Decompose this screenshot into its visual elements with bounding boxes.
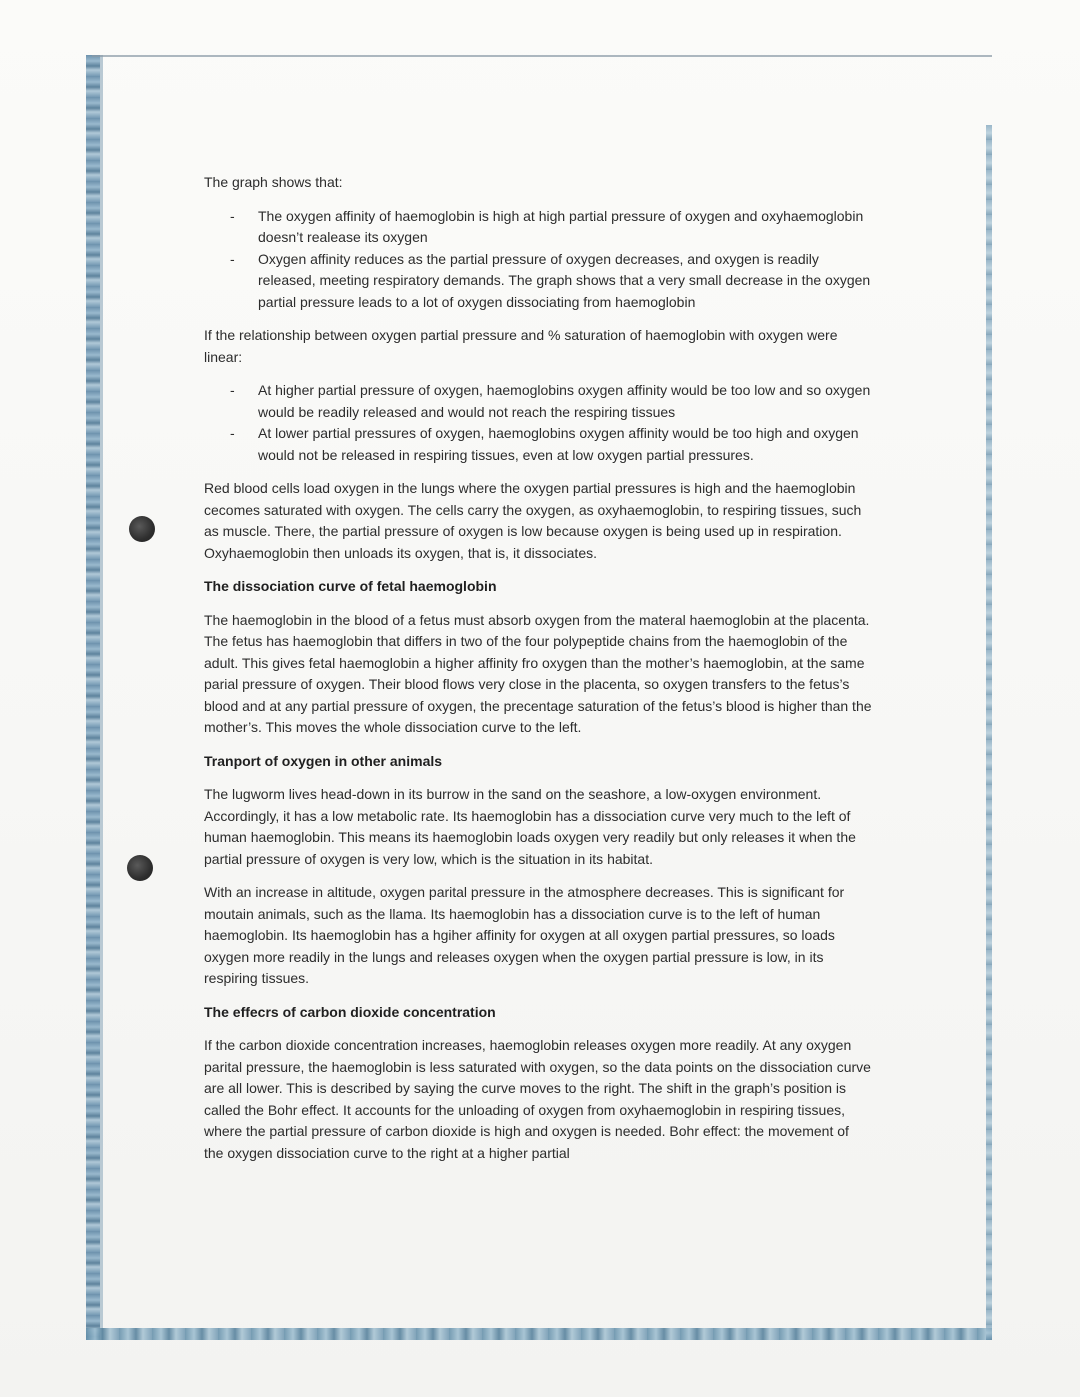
fetal-haemoglobin-paragraph: The haemoglobin in the blood of a fetus must absorb oxygen from the materal haemoglobin at the placenta. The fetus has haemoglobin that differs in two of the four polypeptide chains from the haemoglobin of the adult. This gives fetal haemoglobin a higher affinity fro oxygen than the mother’s haemoglobin, at the same parial pressure of oxygen. Their blood flows very close in the placenta, so oxygen transfers to the fetus’s blood and at any partial pressure of oxygen, the precentage saturation of the fetus’s blood is higher than the mother’s. This moves the whole dissociation curve to the left. — [204, 611, 872, 735]
lugworm-paragraph: The lugworm lives head-down in its burrow in the sand on the seashore, a low-oxygen environment. Accordingly, it has a low metabolic rate. Its haemoglobin has a dissociation curve very much to the left of human haemoglobin. This means its haemoglobin loads oxygen very readily but only releases it when the partial pressure of oxygen is very low, which is the situation in its habitat. — [204, 786, 856, 867]
heading-carbon-dioxide: The effecrs of carbon dioxide concentration — [204, 1003, 496, 1020]
list-item: - Oxygen affinity reduces as the partial pressure of oxygen decreases, and oxygen is readily released, meeting respiratory demands. The graph shows that a very small decrease in the oxygen partial pressure leads to a lot of oxygen dissociating from haemoglobin — [258, 249, 872, 314]
bullet-list-graph — [200, 206, 872, 314]
binder-backing-bottom — [86, 1328, 992, 1340]
list-item: - At lower partial pressures of oxygen, haemoglobins oxygen affinity would be too high and oxygen would not be released in respiring tissues, even at low oxygen partial pressures. — [258, 423, 872, 466]
binder-backing-right — [986, 125, 992, 1340]
sheet-top-edge — [92, 55, 992, 57]
document-body — [200, 172, 872, 1176]
punch-hole-upper — [129, 516, 155, 542]
heading-other-animals: Tranport of oxygen in other animals — [204, 752, 443, 769]
list-item: - The oxygen affinity of haemoglobin is high at high partial pressure of oxygen and oxyhaemoglobin doesn’t realease its oxygen — [258, 206, 872, 249]
binder-backing-edge — [100, 55, 103, 1340]
red-blood-cells-paragraph: Red blood cells load oxygen in the lungs where the oxygen partial pressures is high and the haemoglobin cecomes saturated with oxygen. The cells carry the oxygen, as oxyhaemoglobin, to respiring tissues, such as muscle. There, the partial pressure of oxygen is low because oxygen is being used up in respiration. Oxyhaemoglobin then unloads its oxygen, that is, it dissociates. — [204, 480, 862, 561]
list-item: - At higher partial pressure of oxygen, haemoglobins oxygen affinity would be too low and so oxygen would be readily released and would not reach the respiring tissues — [258, 380, 872, 423]
carbon-dioxide-paragraph: If the carbon dioxide concentration increases, haemoglobin releases oxygen more readily. At any oxygen parital pressure, the haemoglobin is less saturated with oxygen, so the data points on the dissociation curve are all lower. This is described by saying the curve moves to the right. The shift in the graph’s position is called the Bohr effect. It accounts for the unloading of oxygen from oxyhaemoglobin in respiring tissues, where the partial pressure of carbon dioxide is high and oxygen is needed. Bohr effect: the movement of the oxygen dissociation curve to the right at a higher partial — [204, 1037, 871, 1161]
bullet-list-linear — [200, 380, 872, 466]
linear-intro-text: If the relationship between oxygen partial pressure and % saturation of haemoglobin with oxygen were linear: — [204, 327, 838, 365]
punch-hole-lower — [127, 855, 153, 881]
intro-text: The graph shows that: — [204, 174, 343, 190]
altitude-paragraph: With an increase in altitude, oxygen parital pressure in the atmosphere decreases. This is significant for moutain animals, such as the llama. Its haemoglobin has a dissociation curve is to the left of human haemoglobin. Its haemoglobin has a hgiher affinity for oxygen at all oxygen partial pressures, so loads oxygen more readily in the lungs and releases oxygen when the oxygen partial pressure is low, in its respiring tissues. — [204, 884, 845, 986]
heading-fetal-haemoglobin: The dissociation curve of fetal haemoglobin — [204, 578, 497, 594]
